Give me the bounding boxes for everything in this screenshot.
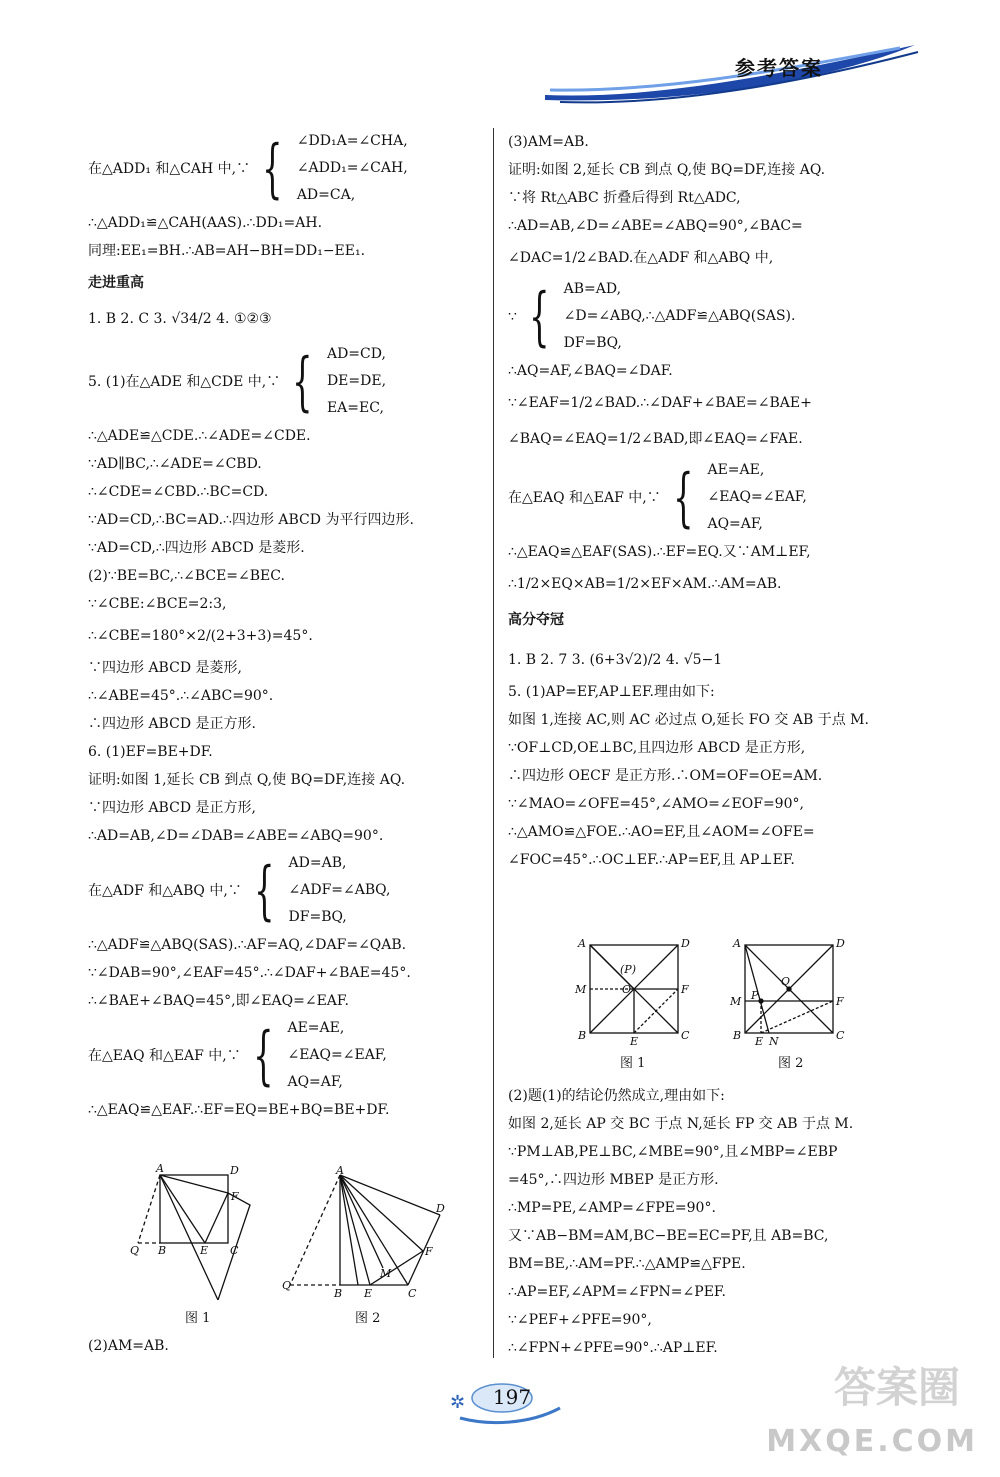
page-number: 197 [492, 1385, 532, 1409]
system-block [508, 457, 918, 538]
text-line: DF=BQ, [563, 335, 622, 351]
svg-text:O: O [622, 983, 632, 996]
brace: { [253, 853, 275, 928]
text-line: AQ=AF, [707, 516, 763, 532]
system-block [88, 341, 480, 422]
svg-text:N: N [769, 1035, 779, 1048]
brace: { [252, 1018, 274, 1093]
svg-text:B: B [578, 1029, 587, 1042]
text-line: ∴∠ABE=45°.∴∠ABC=90°. [88, 688, 274, 704]
text-line: ∴AD=AB,∠D=∠DAB=∠ABE=∠ABQ=90°. [88, 828, 384, 844]
right-column-tail [508, 1082, 918, 1362]
svg-text:E: E [364, 1287, 373, 1300]
svg-text:M: M [730, 995, 742, 1008]
svg-text:D: D [836, 937, 845, 950]
text-line: ∴四边形 OECF 是正方形.∴OM=OF=OE=AM. [508, 768, 823, 784]
text-line: ∠DAC=1/2∠BAD.在△ADF 和△ABQ 中, [508, 250, 774, 266]
svg-text:Q: Q [282, 1279, 292, 1292]
text-line: ∴∠FPN+∠PFE=90°.∴AP⊥EF. [508, 1340, 718, 1356]
figure-caption: 图 2 [778, 1056, 804, 1071]
text-line: ∴1/2×EQ×AB=1/2×EF×AM.∴AM=AB. [508, 576, 782, 592]
text-line: ∴△EAQ≌△EAF.∴EF=EQ=BE+BQ=BE+DF. [88, 1102, 390, 1118]
text-line: AE=AE, [707, 462, 765, 478]
text-line: ∴四边形 ABCD 是正方形. [88, 716, 256, 732]
text-line: ∴AQ=AF,∠BAQ=∠DAF. [508, 363, 673, 379]
svg-text:C: C [408, 1287, 417, 1300]
svg-text:E: E [200, 1244, 209, 1257]
text-line: (2)AM=AB. [88, 1338, 169, 1354]
svg-text:C: C [836, 1029, 845, 1042]
text-line: ∴△ADD₁≌△CAH(AAS).∴DD₁=AH. [88, 215, 323, 231]
left-column [88, 128, 480, 1124]
text-line: ∵四边形 ABCD 是菱形, [88, 660, 242, 676]
watermark-url: MXQE.COM [766, 1424, 978, 1459]
header-title: 参考答案 [735, 56, 823, 80]
system-block [88, 850, 480, 931]
text-line: ∵∠EAF=1/2∠BAD.∴∠DAF+∠BAE=∠BAE+ [508, 395, 812, 411]
svg-text:C: C [681, 1029, 690, 1042]
text-line: ∠BAQ=∠EAQ=1/2∠BAD,即∠EAQ=∠FAE. [508, 431, 803, 447]
text-line: ∠D=∠ABQ,∴△ADF≌△ABQ(SAS). [563, 308, 796, 324]
text-line: ∴△EAQ≌△EAF(SAS).∴EF=EQ.又∵AM⊥EF, [508, 544, 811, 560]
text-line: ∠EAQ=∠EAF, [287, 1047, 387, 1063]
svg-text:F: F [836, 995, 844, 1008]
svg-text:C: C [230, 1244, 239, 1257]
text-line: AE=AE, [287, 1020, 345, 1036]
text-line: ∵AD=CD,∴四边形 ABCD 是菱形. [88, 540, 305, 556]
figure-caption: 图 1 [620, 1056, 646, 1071]
svg-text:B: B [733, 1029, 742, 1042]
svg-text:E: E [755, 1035, 764, 1048]
figure-caption: 图 1 [185, 1311, 211, 1326]
text-line: AD=CA, [296, 187, 356, 203]
text-line: ∴∠CBE=180°×2/(2+3+3)=45°. [88, 628, 313, 644]
svg-text:F: F [231, 1190, 239, 1203]
svg-text:D: D [681, 937, 690, 950]
brace: { [672, 460, 694, 535]
text-line: AB=AD, [563, 281, 622, 297]
text-line: ∴MP=PE,∠AMP=∠FPE=90°. [508, 1200, 716, 1216]
svg-text:F: F [681, 983, 689, 996]
text-line: 在△ADF 和△ABQ 中,∵ [88, 882, 242, 899]
brace: { [292, 344, 313, 419]
brace: { [262, 131, 283, 206]
text-line: 5. (1)在△ADE 和△CDE 中,∵ [88, 373, 281, 390]
text-line: 在△ADD₁ 和△CAH 中,∵ [88, 160, 251, 177]
svg-text:E: E [630, 1035, 639, 1048]
text-line: BM=BE,∴AM=PF.∴△AMP≌△FPE. [508, 1256, 746, 1272]
svg-text:B: B [334, 1287, 343, 1300]
text-line: ∠ADF=∠ABQ, [288, 882, 391, 898]
section-heading: 走进重高 [88, 275, 144, 291]
text-line: ∵OF⊥CD,OE⊥BC,且四边形 ABCD 是正方形, [508, 740, 806, 756]
text-line: AD=CD, [326, 346, 386, 362]
svg-text:A: A [336, 1165, 344, 1177]
text-line: (2)题(1)的结论仍然成立,理由如下: [508, 1088, 725, 1104]
text-line: 6. (1)EF=BE+DF. [88, 744, 213, 760]
svg-text:P: P [751, 989, 759, 1002]
header-swoosh [540, 40, 920, 110]
section-heading: 高分夺冠 [508, 612, 564, 628]
text-line: 1. B 2. C 3. √34/2 4. ①②③ [88, 311, 272, 327]
text-line: ∠DD₁A=∠CHA, [296, 133, 408, 149]
text-line: ∵AD=CD,∴BC=AD.∴四边形 ABCD 为平行四边形. [88, 512, 414, 528]
system-block [508, 276, 918, 357]
text-line: ∠ADD₁=∠CAH, [296, 160, 408, 176]
text-line: ∴∠CDE=∠CBD.∴BC=CD. [88, 484, 269, 500]
svg-text:M: M [380, 1267, 392, 1280]
text-line: ∴△ADF≌△ABQ(SAS).∴AF=AQ,∠DAF=∠QAB. [88, 937, 407, 953]
text-line: (3)AM=AB. [508, 134, 589, 150]
svg-text:A: A [733, 937, 741, 950]
svg-text:A: A [156, 1162, 164, 1175]
text-line: ∠EAQ=∠EAF, [707, 489, 807, 505]
column-divider [493, 128, 494, 1358]
text-line: ∵∠CBE:∠BCE=2:3, [88, 596, 227, 612]
geometry-figure-4 [725, 935, 855, 1050]
geometry-figure-3 [570, 935, 700, 1050]
text-line: 5. (1)AP=EF,AP⊥EF.理由如下: [508, 684, 715, 700]
right-column [508, 128, 918, 874]
watermark-logo: 答案圈 [833, 1363, 960, 1412]
text-line: ∵AD∥BC,∴∠ADE=∠CBD. [88, 456, 262, 472]
svg-text:M: M [575, 983, 587, 996]
text-line: 又∵AB−BM=AM,BC−BE=EC=PF,且 AB=BC, [508, 1228, 829, 1244]
geometry-figure-1 [120, 1160, 270, 1300]
svg-text:O: O [781, 975, 791, 988]
text-line: 证明:如图 1,延长 CB 到点 Q,使 BQ=DF,连接 AQ. [88, 772, 406, 788]
text-line: ∵∠PEF+∠PFE=90°, [508, 1312, 652, 1328]
text-line: EA=EC, [326, 400, 384, 416]
text-line: ∴△ADE≌△CDE.∴∠ADE=∠CDE. [88, 428, 311, 444]
text-line: (2)∵BE=BC,∴∠BCE=∠BEC. [88, 568, 285, 584]
text-line: 证明:如图 2,延长 CB 到点 Q,使 BQ=DF,连接 AQ. [508, 162, 826, 178]
svg-text:Q: Q [130, 1244, 140, 1257]
text-line: ∵∠DAB=90°,∠EAF=45°.∴∠DAF+∠BAE=45°. [88, 965, 411, 981]
text-line: 如图 1,连接 AC,则 AC 必过点 O,延长 FO 交 AB 于点 M. [508, 712, 869, 728]
svg-text:✲: ✲ [450, 1392, 466, 1413]
text-line: AQ=AF, [287, 1074, 343, 1090]
text-line: DE=DE, [326, 373, 387, 389]
text-line: ∴AD=AB,∠D=∠ABE=∠ABQ=90°,∠BAC= [508, 218, 803, 234]
text-line: ∴AP=EF,∠APM=∠FPN=∠PEF. [508, 1284, 726, 1300]
svg-text:D: D [230, 1164, 239, 1177]
svg-text:F: F [425, 1245, 433, 1258]
text-line: 在△EAQ 和△EAF 中,∵ [88, 1047, 241, 1064]
text-line: 1. B 2. 7 3. (6+3√2)/2 4. √5−1 [508, 652, 723, 668]
text-line: 同理:EE₁=BH.∴AB=AH−BH=DD₁−EE₁. [88, 243, 366, 259]
text-line: ∵∠MAO=∠OFE=45°,∠AMO=∠EOF=90°, [508, 796, 804, 812]
text-line: ∴∠BAE+∠BAQ=45°,即∠EAQ=∠EAF. [88, 993, 349, 1009]
figure-caption: 图 2 [355, 1311, 381, 1326]
text-line: ∵PM⊥AB,PE⊥BC,∠MBE=90°,且∠MBP=∠EBP [508, 1144, 838, 1160]
text-line: ∵将 Rt△ABC 折叠后得到 Rt△ADC, [508, 190, 741, 206]
geometry-figure-2 [280, 1165, 450, 1300]
system-block [88, 1015, 480, 1096]
system-block [88, 128, 480, 209]
svg-text:(P): (P) [620, 963, 636, 976]
svg-text:D: D [436, 1202, 445, 1215]
text-line: ∵ [508, 308, 517, 325]
svg-text:B: B [158, 1244, 167, 1257]
text-line: ∵四边形 ABCD 是正方形, [88, 800, 256, 816]
brace: { [529, 279, 550, 354]
text-line: ∠FOC=45°.∴OC⊥EF.∴AP=EF,且 AP⊥EF. [508, 852, 795, 868]
svg-text:A: A [578, 937, 586, 950]
text-line: DF=BQ, [288, 909, 347, 925]
text-line: AD=AB, [288, 855, 347, 871]
text-line: 在△EAQ 和△EAF 中,∵ [508, 489, 661, 506]
text-line: 如图 2,延长 AP 交 BC 于点 N,延长 FP 交 AB 于点 M. [508, 1116, 854, 1132]
text-line: =45°,∴四边形 MBEP 是正方形. [508, 1172, 719, 1188]
text-line: ∴△AMO≌△FOE.∴AO=EF,且∠AOM=∠OFE= [508, 824, 815, 840]
